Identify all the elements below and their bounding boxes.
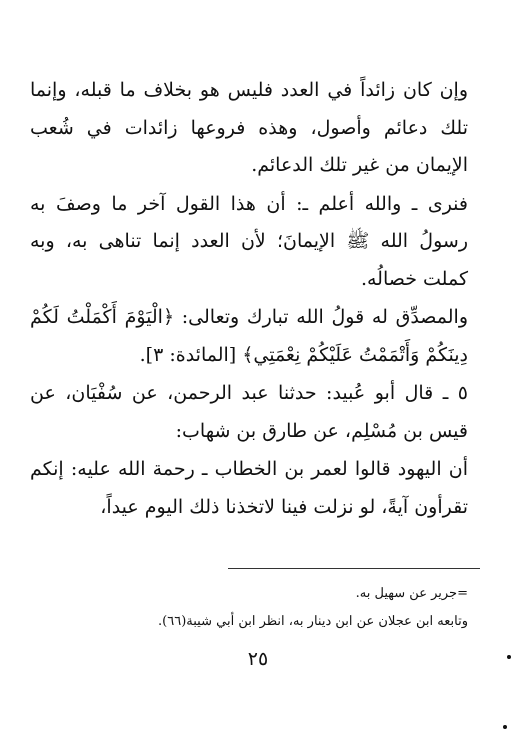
paragraph-5: أن اليهود قالوا لعمر بن الخطاب ـ رحمة الله عليه: إنكم تقرأون آيةً، لو نزلت فينا لاتخذنا ذلك اليوم عيداً،: [30, 458, 468, 518]
footnote-divider: [228, 568, 480, 569]
paragraph-3: والمصدِّق له قولُ الله تبارك وتعالى: ﴿الْيَوْمَ أَكْمَلْتُ لَكُمْ دِينَكُمْ وَأَتْمَمْتُ عَلَيْكُمْ نِعْمَتِي﴾ [المائدة: ٣].: [30, 306, 468, 366]
scan-speck: [503, 725, 507, 729]
paragraph-1: وإن كان زائداً في العدد فليس هو بخلاف ما قبله، وإنما تلك دعائم وأصول، وهذه فروعها زائدات في شُعب الإيمان من غير تلك الدعائم.: [30, 79, 468, 176]
footnote-1: =جرير عن سهيل به.: [355, 586, 468, 601]
paragraph-4: ٥ ـ قال أبو عُبيد: حدثنا عبد الرحمن، عن سُفْيَان، عن قيس بن مُسْلِم، عن طارق بن شهاب:: [30, 382, 468, 442]
main-text: [30, 72, 468, 526]
footnotes: [30, 580, 468, 636]
paragraph-2: فنرى ـ والله أعلم ـ: أن هذا القول آخر ما وصفَ به رسولُ الله ﷺ الإيمانَ؛ لأن العدد إنما تناهى به، وبه كملت خصالُه.: [30, 192, 468, 290]
page-number: ٢٥: [247, 648, 269, 670]
scan-speck: [507, 655, 511, 659]
footnote-2: وتابعه ابن عجلان عن ابن دينار به، انظر ابن أبي شيبة(٦٦).: [158, 614, 468, 629]
